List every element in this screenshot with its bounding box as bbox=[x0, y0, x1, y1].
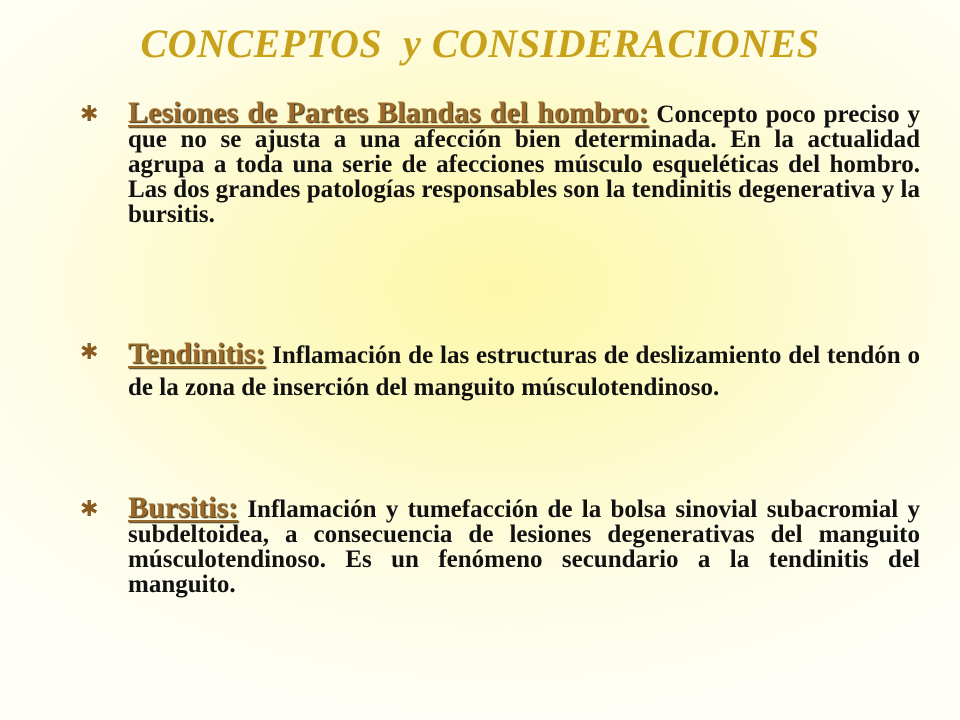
bullet-term: Bursitis: bbox=[128, 491, 239, 524]
title-part-2: y bbox=[403, 21, 422, 66]
bullet-item-lesiones bbox=[80, 96, 921, 228]
title-part-1: CONCEPTOS bbox=[140, 21, 383, 66]
slide-title bbox=[0, 20, 960, 67]
star-bullet-icon: ✱ bbox=[80, 340, 99, 365]
bullet-text: Inflamación de las estructuras de deslizamiento del tendón o de la zona de inserción del manguito músculotendinoso. bbox=[128, 342, 921, 401]
star-bullet-icon: ✱ bbox=[80, 497, 99, 522]
bullet-term: Lesiones de Partes Blandas del hombro: bbox=[128, 96, 649, 129]
star-bullet-icon: ✱ bbox=[80, 102, 99, 127]
bullet-term: Tendinitis: bbox=[128, 337, 266, 370]
bullet-body bbox=[128, 96, 921, 228]
bullet-item-tendinitis bbox=[80, 338, 920, 404]
bullet-text: Concepto poco preciso y que no se ajusta a una afección bien determinada. En la actualidad agrupa a toda una serie de afecciones músculo esqueléticas del hombro. Las dos grandes patologías responsables son la tendinitis degenerativa y la bursitis. bbox=[128, 101, 921, 228]
bullet-item-bursitis bbox=[80, 491, 920, 598]
bullet-text: Inflamación y tumefacción de la bolsa sinovial subacromial y subdeltoidea, a consecuencia de lesiones degenerativas del manguito músculotendinoso. Es un fenómeno secundario a la tendinitis del manguito. bbox=[128, 496, 920, 598]
bullet-body bbox=[128, 338, 920, 404]
bullet-body bbox=[128, 491, 920, 598]
title-part-3: CONSIDERACIONES bbox=[431, 21, 820, 66]
